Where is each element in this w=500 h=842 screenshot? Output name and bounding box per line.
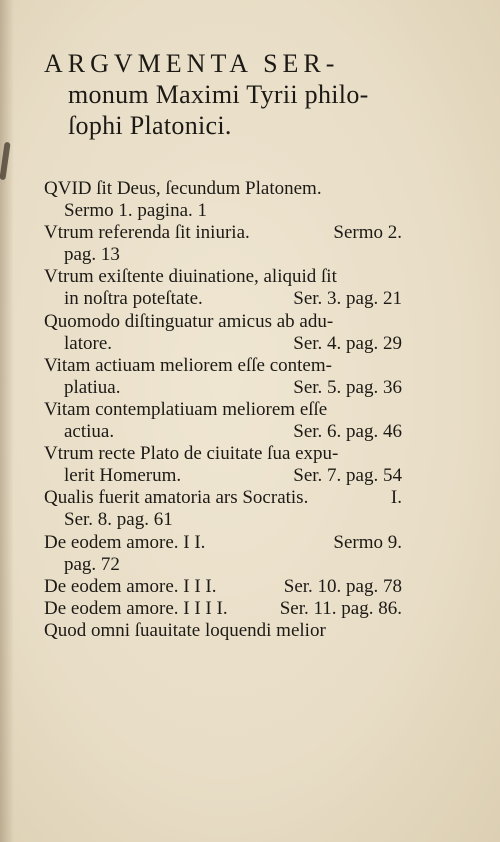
entry-text: pag. 13 xyxy=(64,244,120,266)
index-entry-line xyxy=(44,620,404,642)
index-entry xyxy=(44,487,404,531)
index-entry-line xyxy=(44,178,404,200)
index-entry-line xyxy=(44,222,404,244)
index-entry-line xyxy=(44,355,404,377)
index-entry-line xyxy=(44,598,404,620)
entry-reference xyxy=(402,266,404,288)
entry-text: Vtrum recte Plato de ciuitate ſua expu- xyxy=(44,443,339,465)
index-entry-line xyxy=(44,532,404,554)
index-entry xyxy=(44,266,404,310)
index-entry xyxy=(44,620,404,642)
entry-text: in noſtra poteſtate. xyxy=(64,288,203,310)
page-gutter-shadow xyxy=(0,0,14,842)
index-entry xyxy=(44,355,404,399)
entry-text: Vitam contemplatiuam meliorem eſſe xyxy=(44,398,328,420)
index-entry xyxy=(44,443,404,487)
index-entry-line xyxy=(44,377,404,399)
index-entry-line xyxy=(44,333,404,355)
entry-text: pag. 72 xyxy=(64,553,120,575)
entry-reference: Ser. 3. pag. 21 xyxy=(293,288,402,310)
index-entry-line xyxy=(44,399,404,421)
entry-text: De eodem amore. I I I I. xyxy=(44,597,228,619)
entry-reference: Ser. 4. pag. 29 xyxy=(293,332,402,354)
entry-reference xyxy=(402,620,404,642)
entry-text: Ser. 8. pag. 61 xyxy=(64,509,173,531)
index-entry xyxy=(44,598,404,620)
entry-text: Vtrum referenda ſit iniuria. xyxy=(44,222,250,244)
entry-text: Quod omni ſuauitate loquendi melior xyxy=(44,619,326,641)
entry-reference: Ser. 6. pag. 46 xyxy=(293,421,402,443)
index-entry-line xyxy=(44,465,404,487)
entry-text: Vitam actiuam meliorem eſſe contem- xyxy=(44,354,332,376)
title-line-1: ARGVMENTA SER- xyxy=(44,49,340,78)
index-entry-line xyxy=(44,443,404,465)
entry-text: platiua. xyxy=(64,376,121,398)
entry-reference xyxy=(402,178,404,200)
index-entry xyxy=(44,311,404,355)
entry-text: QVID ſit Deus, ſecundum Platonem. xyxy=(44,178,322,199)
index-entry-line xyxy=(44,200,404,222)
entry-reference: Sermo 2. xyxy=(333,222,402,244)
sermon-index xyxy=(44,178,404,642)
page-title xyxy=(44,48,464,141)
index-entry-line xyxy=(44,487,404,509)
entry-reference xyxy=(402,509,404,531)
entry-reference: I. xyxy=(390,487,402,509)
index-entry-line xyxy=(44,288,404,310)
entry-reference: Ser. 11. pag. 86. xyxy=(279,597,402,619)
entry-text: Vtrum exiſtente diuinatione, aliquid ſit xyxy=(44,266,337,288)
index-entry xyxy=(44,178,404,222)
index-entry-line xyxy=(44,576,404,598)
index-entry xyxy=(44,222,404,266)
entry-reference xyxy=(402,399,404,421)
title-line-2: monum Maximi Tyrii philo- xyxy=(68,80,369,109)
entry-reference: Ser. 7. pag. 54 xyxy=(293,465,402,487)
index-entry-line xyxy=(44,509,404,531)
index-entry xyxy=(44,576,404,598)
entry-reference: Sermo 9. xyxy=(333,531,402,553)
entry-text: latore. xyxy=(64,332,113,354)
index-entry xyxy=(44,532,404,576)
entry-reference xyxy=(402,443,404,465)
entry-text: actiua. xyxy=(64,421,115,443)
index-entry-line xyxy=(44,554,404,576)
entry-reference: Ser. 5. pag. 36 xyxy=(293,376,402,398)
entry-text: De eodem amore. I I I. xyxy=(44,575,217,597)
entry-reference xyxy=(402,311,404,333)
index-entry-line xyxy=(44,311,404,333)
index-entry-line xyxy=(44,244,404,266)
index-entry xyxy=(44,399,404,443)
entry-reference xyxy=(402,355,404,377)
entry-text: lerit Homerum. xyxy=(64,465,182,487)
entry-reference xyxy=(402,200,404,222)
entry-text: De eodem amore. I I. xyxy=(44,531,206,553)
index-entry-line xyxy=(44,421,404,443)
entry-reference xyxy=(402,244,404,266)
entry-reference: Ser. 10. pag. 78 xyxy=(283,575,402,597)
title-line-3: ſophi Platonici. xyxy=(68,111,232,140)
entry-text: Qualis fuerit amatoria ars Socratis. xyxy=(44,487,309,509)
entry-text: Quomodo diſtinguatur amicus ab adu- xyxy=(44,310,334,332)
entry-text: Sermo 1. pagina. 1 xyxy=(64,200,208,222)
index-entry-line xyxy=(44,266,404,288)
entry-reference xyxy=(402,554,404,576)
